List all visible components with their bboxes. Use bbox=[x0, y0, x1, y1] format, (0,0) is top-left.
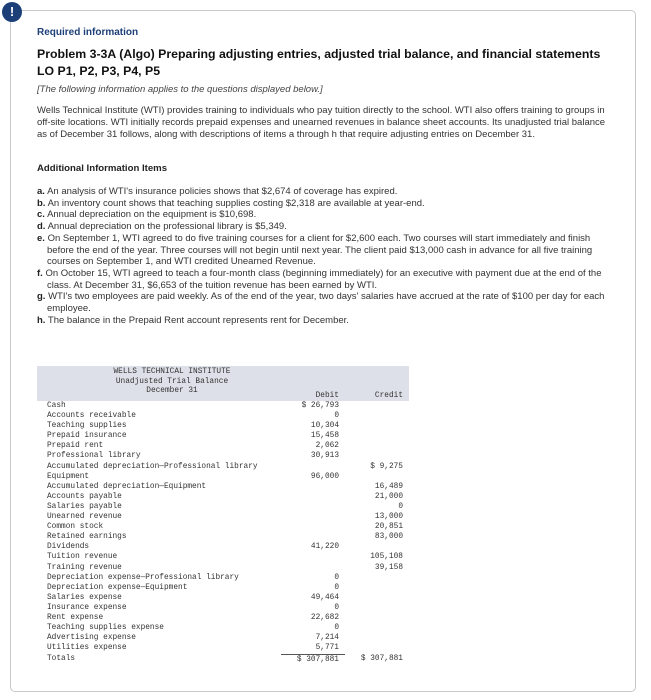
info-item bbox=[37, 291, 617, 314]
credit-amount: $ 9,275 bbox=[370, 462, 403, 471]
credit-amount: 16,489 bbox=[374, 482, 403, 491]
table-row bbox=[37, 532, 409, 542]
account-name: Prepaid rent bbox=[47, 442, 104, 451]
table-row bbox=[37, 623, 409, 633]
item-letter: d. bbox=[37, 221, 46, 233]
credit-amount bbox=[345, 441, 409, 451]
debit-amount bbox=[281, 492, 345, 502]
debit-amount: 5,771 bbox=[315, 644, 339, 653]
account-name: Equipment bbox=[47, 472, 90, 481]
debit-amount: 41,220 bbox=[310, 543, 339, 552]
debit-amount: 49,464 bbox=[310, 593, 339, 602]
item-letter: e. bbox=[37, 232, 45, 244]
account-name: Cash bbox=[47, 402, 66, 410]
info-item bbox=[37, 198, 617, 210]
debit-amount bbox=[281, 532, 345, 542]
table-row bbox=[37, 441, 409, 451]
credit-amount bbox=[345, 583, 409, 593]
account-name: Prepaid insurance bbox=[47, 432, 127, 441]
table-row bbox=[37, 451, 409, 461]
table-row bbox=[37, 472, 409, 482]
item-text: An analysis of WTI's insurance policies shows that $2,674 of coverage has expired. bbox=[47, 186, 398, 197]
item-text: Annual depreciation on the equipment is $10,698. bbox=[47, 209, 257, 221]
totals-label: Totals bbox=[47, 655, 76, 664]
item-text: The balance in the Prepaid Rent account represents rent for December. bbox=[47, 314, 349, 326]
info-item bbox=[37, 209, 617, 221]
account-name: Advertising expense bbox=[47, 634, 136, 643]
problem-description: Wells Technical Institute (WTI) provides training to individuals who pay tuition directly to the school. WTI also offers training to groups in off-site locations. WTI initially records prepaid expenses and unearned revenues in balance sheet accounts. Its unadjusted trial balance as of December 31 follows, along with descriptions of items a through h that require adjusting entries on December 31. bbox=[37, 105, 606, 140]
account-name: Rent expense bbox=[47, 613, 104, 622]
trial-balance-table bbox=[37, 366, 409, 664]
table-row bbox=[37, 603, 409, 613]
table-row bbox=[37, 502, 409, 512]
credit-amount: 20,851 bbox=[374, 523, 403, 532]
item-text: On October 15, WTI agreed to teach a four-month class (beginning immediately) for an executive with payment due at the end of the class. At December 31, $6,653 of the tuition revenue has been earned by WTI. bbox=[45, 267, 602, 291]
credit-amount bbox=[345, 472, 409, 482]
debit-amount: 10,304 bbox=[310, 422, 339, 431]
debit-amount: 7,214 bbox=[315, 634, 339, 643]
table-row bbox=[37, 613, 409, 623]
debit-amount: 2,062 bbox=[315, 442, 339, 451]
info-item bbox=[37, 221, 617, 233]
account-name: Insurance expense bbox=[47, 603, 127, 612]
totals-credit: $ 307,881 bbox=[360, 655, 403, 664]
info-item bbox=[37, 315, 617, 327]
account-name: Salaries expense bbox=[47, 593, 122, 602]
credit-amount bbox=[345, 411, 409, 421]
table-row bbox=[37, 573, 409, 583]
table-row bbox=[37, 633, 409, 643]
item-text: WTI's two employees are paid weekly. As of the end of the year, two days' salaries have accrued at the rate of $100 per day for each employee. bbox=[47, 291, 605, 315]
debit-amount: 0 bbox=[334, 412, 339, 421]
credit-amount bbox=[345, 451, 409, 461]
item-letter: b. bbox=[37, 197, 46, 209]
credit-amount bbox=[345, 613, 409, 623]
table-row bbox=[37, 583, 409, 593]
credit-amount bbox=[345, 643, 409, 653]
account-name: Depreciation expense—Equipment bbox=[47, 583, 188, 592]
debit-column-header: Debit bbox=[315, 392, 339, 400]
account-name: Retained earnings bbox=[47, 533, 127, 542]
account-name: Training revenue bbox=[47, 563, 122, 572]
account-name: Accounts payable bbox=[47, 492, 122, 501]
table-row bbox=[37, 643, 409, 653]
table-row bbox=[37, 431, 409, 441]
credit-amount bbox=[345, 603, 409, 613]
item-letter: g. bbox=[37, 291, 46, 303]
intro-note: [The following information applies to the questions displayed below.] bbox=[37, 84, 323, 95]
credit-amount: 0 bbox=[398, 502, 403, 511]
credit-amount: 13,000 bbox=[374, 513, 403, 522]
additional-info-list bbox=[37, 186, 617, 326]
debit-amount: 22,682 bbox=[310, 613, 339, 622]
debit-amount: 15,458 bbox=[310, 432, 339, 441]
table-row bbox=[37, 482, 409, 492]
account-name: Utilities expense bbox=[47, 644, 127, 653]
required-information-label: Required information bbox=[37, 27, 139, 38]
item-letter: f. bbox=[37, 267, 43, 279]
debit-amount bbox=[281, 482, 345, 492]
credit-amount bbox=[345, 431, 409, 441]
credit-amount bbox=[345, 573, 409, 583]
table-row bbox=[37, 492, 409, 502]
debit-amount: 0 bbox=[334, 573, 339, 582]
account-name: Professional library bbox=[47, 452, 141, 461]
debit-amount: 30,913 bbox=[310, 452, 339, 461]
credit-amount: 21,000 bbox=[374, 492, 403, 501]
table-row bbox=[37, 552, 409, 562]
item-text: Annual depreciation on the professional library is $5,349. bbox=[47, 221, 287, 233]
item-letter: a. bbox=[37, 186, 45, 197]
trial-balance-header bbox=[37, 366, 409, 401]
credit-amount bbox=[345, 542, 409, 552]
item-text: An inventory count shows that teaching supplies costing $2,318 are available at year-end. bbox=[47, 197, 425, 209]
credit-amount: 83,000 bbox=[374, 533, 403, 542]
account-name: Depreciation expense—Professional library bbox=[47, 573, 239, 582]
debit-amount: 0 bbox=[334, 624, 339, 633]
table-row bbox=[37, 522, 409, 532]
debit-amount bbox=[281, 502, 345, 512]
account-name: Salaries payable bbox=[47, 502, 122, 511]
table-row bbox=[37, 563, 409, 573]
debit-amount: $ 26,793 bbox=[301, 402, 339, 410]
item-text: On September 1, WTI agreed to do five training courses for a client for $2,600 each. Two courses will start immediately and finish before the end of the year. Three courses will not begin until next year. The client paid $13,000 cash in advance for all five training courses on September 1, and WTI credited Unearned Revenue. bbox=[47, 232, 593, 268]
credit-column-header: Credit bbox=[374, 392, 403, 400]
table-row bbox=[37, 462, 409, 472]
totals-row bbox=[37, 654, 409, 664]
info-item bbox=[37, 186, 617, 198]
company-name: WELLS TECHNICAL INSTITUTE bbox=[113, 368, 231, 376]
account-name: Teaching supplies expense bbox=[47, 624, 164, 633]
debit-amount bbox=[281, 512, 345, 522]
debit-amount: 96,000 bbox=[310, 472, 339, 481]
credit-amount bbox=[345, 633, 409, 643]
statement-name: Unadjusted Trial Balance bbox=[115, 377, 229, 386]
info-item bbox=[37, 233, 617, 268]
credit-amount: 39,158 bbox=[374, 563, 403, 572]
item-letter: c. bbox=[37, 209, 45, 221]
credit-amount bbox=[345, 421, 409, 431]
statement-date: December 31 bbox=[146, 387, 198, 395]
debit-amount bbox=[281, 552, 345, 562]
debit-amount bbox=[281, 462, 345, 472]
account-name: Dividends bbox=[47, 543, 90, 552]
table-row bbox=[37, 593, 409, 603]
table-row bbox=[37, 542, 409, 552]
table-row bbox=[37, 401, 409, 411]
table-row bbox=[37, 512, 409, 522]
debit-amount bbox=[281, 522, 345, 532]
item-letter: h. bbox=[37, 314, 46, 326]
problem-title: Problem 3-3A (Algo) Preparing adjusting entries, adjusted trial balance, and financial statements LO P1, P2, P3, P4, P5 bbox=[37, 47, 601, 78]
credit-amount bbox=[345, 623, 409, 633]
debit-amount bbox=[281, 563, 345, 573]
account-name: Common stock bbox=[47, 523, 104, 532]
credit-amount bbox=[345, 401, 409, 411]
account-name: Accumulated depreciation—Equipment bbox=[47, 482, 207, 491]
table-row bbox=[37, 411, 409, 421]
credit-amount: 105,108 bbox=[370, 553, 403, 562]
account-name: Teaching supplies bbox=[47, 422, 127, 431]
account-name: Accumulated depreciation—Professional library bbox=[47, 462, 258, 471]
account-name: Tuition revenue bbox=[47, 553, 118, 562]
alert-icon: ! bbox=[2, 2, 22, 22]
debit-amount: 0 bbox=[334, 603, 339, 612]
debit-amount: 0 bbox=[334, 583, 339, 592]
credit-amount bbox=[345, 593, 409, 603]
additional-info-heading: Additional Information Items bbox=[37, 163, 168, 174]
totals-debit: $ 307,881 bbox=[281, 654, 345, 664]
table-row bbox=[37, 421, 409, 431]
account-name: Unearned revenue bbox=[47, 513, 122, 522]
account-name: Accounts receivable bbox=[47, 412, 136, 421]
info-item bbox=[37, 268, 617, 291]
